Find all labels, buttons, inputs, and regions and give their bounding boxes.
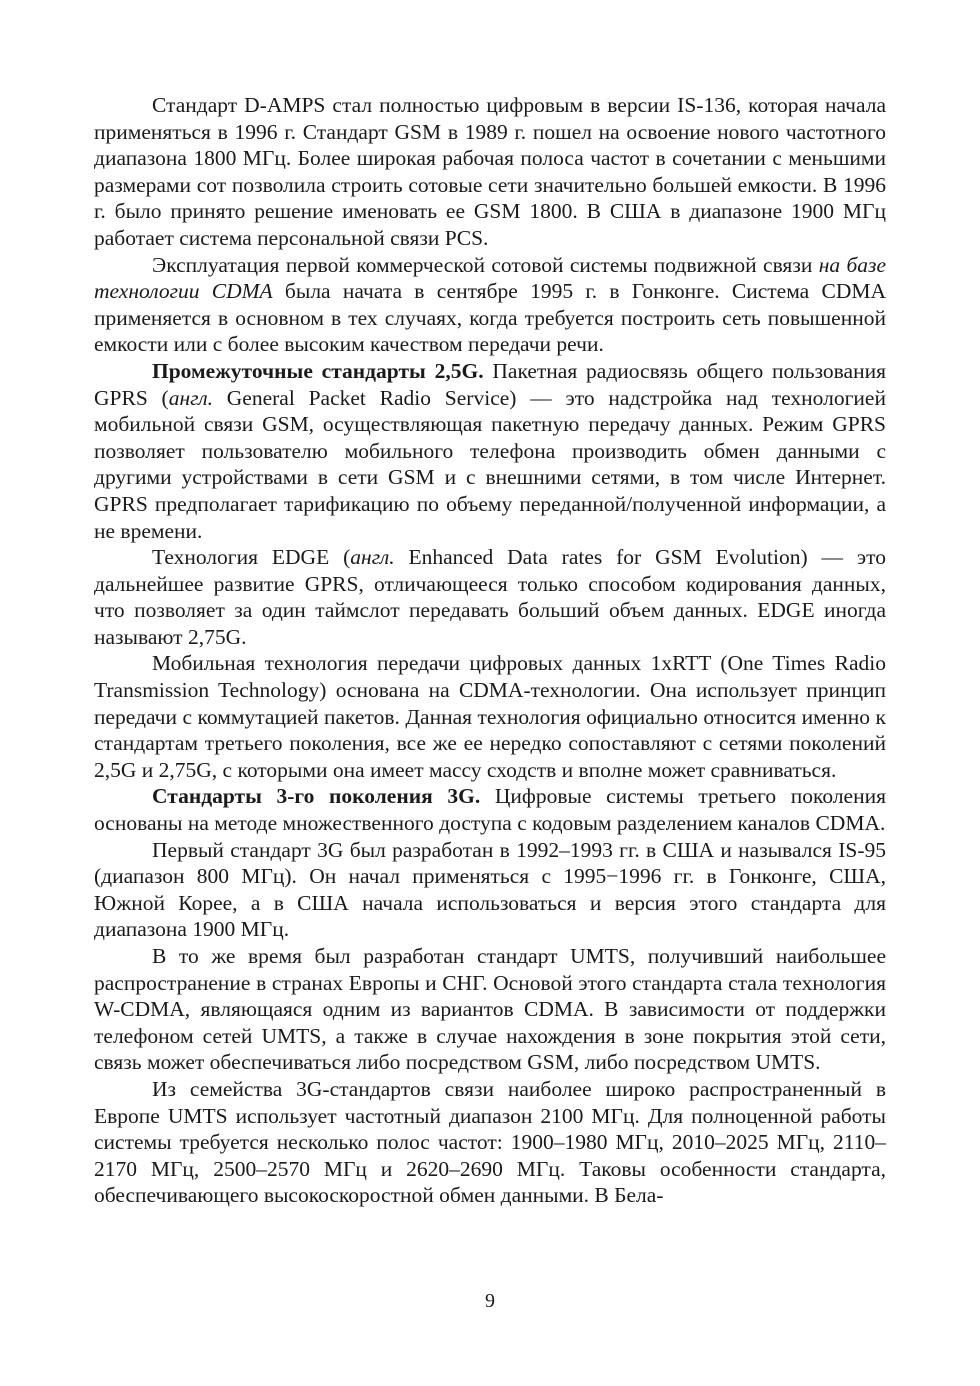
paragraph-is95 — [94, 837, 886, 943]
text-run: англ. — [350, 545, 395, 570]
text-run: Стандарты 3-го поколения 3G. — [152, 784, 481, 809]
text-run: Мобильная технология передачи цифровых данных 1xRTT (One Times Radio Transmission Technology) основана на CDMA-технологии. Она использует принцип передачи с коммутацией пакетов. Данная технология официально относится именно к стандартам третьего поколения, все же ее нередко сопоставляют с сетями поколений 2,5G и 2,75G, с которыми она имеет массу сходств и вполне может сравниваться. — [94, 651, 886, 782]
text-run: Промежуточные стандарты 2,5G. — [152, 358, 484, 383]
paragraph-umts — [94, 943, 886, 1076]
text-run: Эксплуатация первой коммерческой сотовой системы подвижной связи — [152, 252, 819, 277]
text-run: В то же время был разработан стандарт UMTS, получивший наибольшее распространение в странах Европы и СНГ. Основой этого стандарта стала технология W-CDMA, являющаяся одним из вариантов CDMA. В зависимости от поддержки телефоном сетей UMTS, а также в случае нахождения в зоне покрытия этой сети, связь может обеспечиваться либо посредством GSM, либо посредством UMTS. — [94, 944, 886, 1075]
paragraph-1xrtt — [94, 650, 886, 783]
paragraph-edge — [94, 544, 886, 650]
paragraph-damps-gsm — [94, 92, 886, 252]
text-run: Из семейства 3G-стандартов связи наиболее широко распространенный в Европе UMTS использует частотный диапазон 2100 МГц. Для полноценной работы системы требуется несколько полос частот: 1900–1980 МГц, 2010–2025 МГц, 2110–2170 МГц, 2500–2570 МГц и 2620–2690 МГц. Таковы особенности стандарта, обеспечивающего высокоскоростной обмен данными. В Бела- — [94, 1076, 886, 1208]
text-run: General Packet Radio Service) — это надстройка над технологией мобильной связи GSM, осуществляющая пакетную передачу данных. Режим GPRS позволяет пользователю мобильного телефона производить обмен данными с другими устройствами в сети GSM и с внешними сетями, в том числе Интернет. GPRS предполагает тарификацию по объему переданной/полученной информации, а не времени. — [94, 385, 886, 543]
text-run: была начата в сентябре 1995 г. в Гонконге. Система CDMA применяется в основном в тех случаях, когда требуется построить сеть повышенной емкости или с более высоким качеством передачи речи. — [94, 279, 886, 357]
document-page — [94, 92, 886, 1209]
text-run: Enhanced Data rates for GSM Evolution) — это дальнейшее развитие GPRS, отличающееся только способом кодирования данных, что позволяет за один таймслот передавать больший объем данных. EDGE иногда называют 2,75G. — [94, 545, 887, 649]
text-run: Стандарт D-AMPS стал полностью цифровым в версии IS-136, которая начала применяться в 1996 г. Стандарт GSM в 1989 г. пошел на освоение нового частотного диапазона 1800 МГц. Более широкая рабочая полоса частот в сочетании с меньшими размерами сот позволила строить сотовые сети значительно большей емкости. В 1996 г. было принято решение именовать ее GSM 1800. В США в диапазоне 1900 МГц работает система персональной связи PCS. — [94, 93, 886, 250]
page-number: 9 — [485, 1290, 495, 1312]
text-run: Первый стандарт 3G был разработан в 1992–1993 гг. в США и назывался IS-95 (диапазон 800 МГц). Он начал применяться с 1995−1996 гг. в Гонконге, США, Южной Корее, а в США начала использоваться и версия этого стандарта для диапазона 1900 МГц. — [94, 837, 886, 942]
text-run: Технология EDGE ( — [152, 545, 351, 570]
text-run: Пакетная радиосвязь общего пользования GPRS ( — [94, 358, 886, 410]
text-run: англ. — [168, 385, 213, 410]
paragraph-umts-frequencies — [94, 1076, 886, 1209]
paragraph-cdma-hongkong — [94, 252, 886, 358]
paragraph-3g-standards — [94, 783, 886, 836]
paragraph-gprs — [94, 358, 886, 544]
text-run: Цифровые системы третьего поколения основаны на методе множественного доступа с кодовым разделением каналов CDMA. — [94, 784, 886, 836]
text-run: на базе технологии CDMA — [94, 252, 886, 304]
